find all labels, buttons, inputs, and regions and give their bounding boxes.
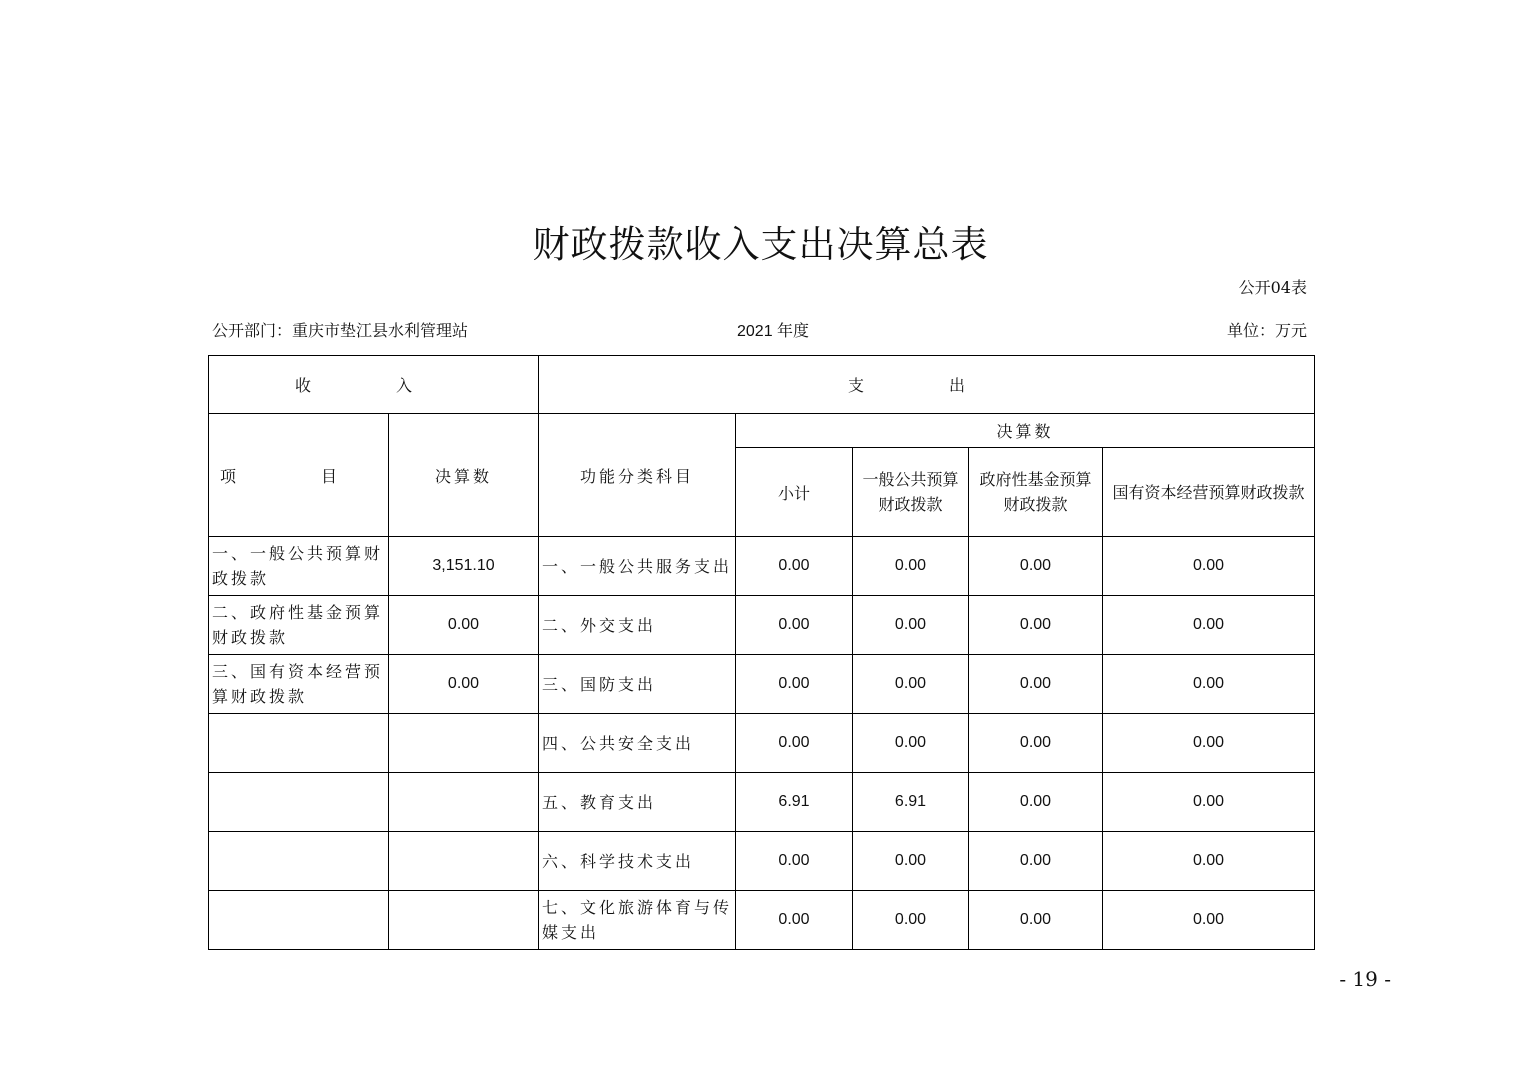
general-budget-cell: 6.91 bbox=[853, 773, 969, 832]
subtotal-cell: 0.00 bbox=[736, 891, 853, 950]
subtotal-cell: 0.00 bbox=[736, 714, 853, 773]
subtotal-cell: 0.00 bbox=[736, 655, 853, 714]
general-budget-cell: 0.00 bbox=[853, 891, 969, 950]
state-capital-cell: 0.00 bbox=[1103, 596, 1315, 655]
table-row bbox=[209, 596, 1315, 655]
income-amount-cell bbox=[389, 832, 539, 891]
state-capital-cell: 0.00 bbox=[1103, 832, 1315, 891]
income-item-cell bbox=[209, 891, 389, 950]
amount-header: 决算数 bbox=[389, 414, 539, 537]
department-label: 公开部门：重庆市垫江县水利管理站 bbox=[212, 321, 469, 340]
subtotal-cell: 6.91 bbox=[736, 773, 853, 832]
income-amount-cell bbox=[389, 891, 539, 950]
gov-fund-cell: 0.00 bbox=[969, 596, 1103, 655]
table-tag: 公开04表 bbox=[1238, 278, 1307, 297]
expense-item-cell: 二、外交支出 bbox=[539, 596, 736, 655]
gov-fund-cell: 0.00 bbox=[969, 832, 1103, 891]
final-amount-header: 决算数 bbox=[736, 414, 1315, 448]
state-capital-cell: 0.00 bbox=[1103, 537, 1315, 596]
gov-fund-cell: 0.00 bbox=[969, 773, 1103, 832]
general-budget-cell: 0.00 bbox=[853, 832, 969, 891]
table-row bbox=[209, 655, 1315, 714]
state-capital-header: 国有资本经营预算财政拨款 bbox=[1103, 448, 1315, 537]
table-row bbox=[209, 714, 1315, 773]
expense-item-cell: 七、文化旅游体育与传媒支出 bbox=[539, 891, 736, 950]
gov-fund-header: 政府性基金预算财政拨款 bbox=[969, 448, 1103, 537]
income-header: 收 入 bbox=[209, 356, 539, 414]
expense-header: 支 出 bbox=[539, 356, 1315, 414]
state-capital-cell: 0.00 bbox=[1103, 655, 1315, 714]
income-item-cell bbox=[209, 714, 389, 773]
table-row bbox=[209, 832, 1315, 891]
expense-item-cell: 四、公共安全支出 bbox=[539, 714, 736, 773]
table-row bbox=[209, 773, 1315, 832]
unit-label: 单位：万元 bbox=[1226, 321, 1307, 340]
income-item-cell bbox=[209, 773, 389, 832]
income-amount-cell: 0.00 bbox=[389, 655, 539, 714]
income-item-cell: 三、国有资本经营预算财政拨款 bbox=[209, 655, 389, 714]
subtotal-cell: 0.00 bbox=[736, 596, 853, 655]
general-budget-cell: 0.00 bbox=[853, 655, 969, 714]
function-category-header: 功能分类科目 bbox=[539, 414, 736, 537]
year-label: 2021 年度 bbox=[737, 323, 810, 340]
gov-fund-cell: 0.00 bbox=[969, 891, 1103, 950]
expense-item-cell: 六、科学技术支出 bbox=[539, 832, 736, 891]
subtotal-cell: 0.00 bbox=[736, 537, 853, 596]
income-item-cell: 一、一般公共预算财政拨款 bbox=[209, 537, 389, 596]
gov-fund-cell: 0.00 bbox=[969, 655, 1103, 714]
general-budget-cell: 0.00 bbox=[853, 714, 969, 773]
table-row bbox=[209, 891, 1315, 950]
expense-item-cell: 一、一般公共服务支出 bbox=[539, 537, 736, 596]
general-budget-header: 一般公共预算财政拨款 bbox=[853, 448, 969, 537]
expense-item-cell: 三、国防支出 bbox=[539, 655, 736, 714]
general-budget-cell: 0.00 bbox=[853, 596, 969, 655]
income-item-cell bbox=[209, 832, 389, 891]
budget-table bbox=[208, 355, 1315, 950]
page-title: 财政拨款收入支出决算总表 bbox=[532, 223, 989, 266]
subtotal-header: 小计 bbox=[736, 448, 853, 537]
general-budget-cell: 0.00 bbox=[853, 537, 969, 596]
expense-item-cell: 五、教育支出 bbox=[539, 773, 736, 832]
table-row bbox=[209, 537, 1315, 596]
income-amount-cell: 0.00 bbox=[389, 596, 539, 655]
gov-fund-cell: 0.00 bbox=[969, 714, 1103, 773]
state-capital-cell: 0.00 bbox=[1103, 891, 1315, 950]
state-capital-cell: 0.00 bbox=[1103, 714, 1315, 773]
state-capital-cell: 0.00 bbox=[1103, 773, 1315, 832]
item-header: 项 目 bbox=[209, 414, 389, 537]
income-amount-cell bbox=[389, 714, 539, 773]
income-amount-cell: 3,151.10 bbox=[389, 537, 539, 596]
income-item-cell: 二、政府性基金预算财政拨款 bbox=[209, 596, 389, 655]
income-amount-cell bbox=[389, 773, 539, 832]
subtotal-cell: 0.00 bbox=[736, 832, 853, 891]
gov-fund-cell: 0.00 bbox=[969, 537, 1103, 596]
page-number: - 19 - bbox=[1339, 967, 1391, 991]
